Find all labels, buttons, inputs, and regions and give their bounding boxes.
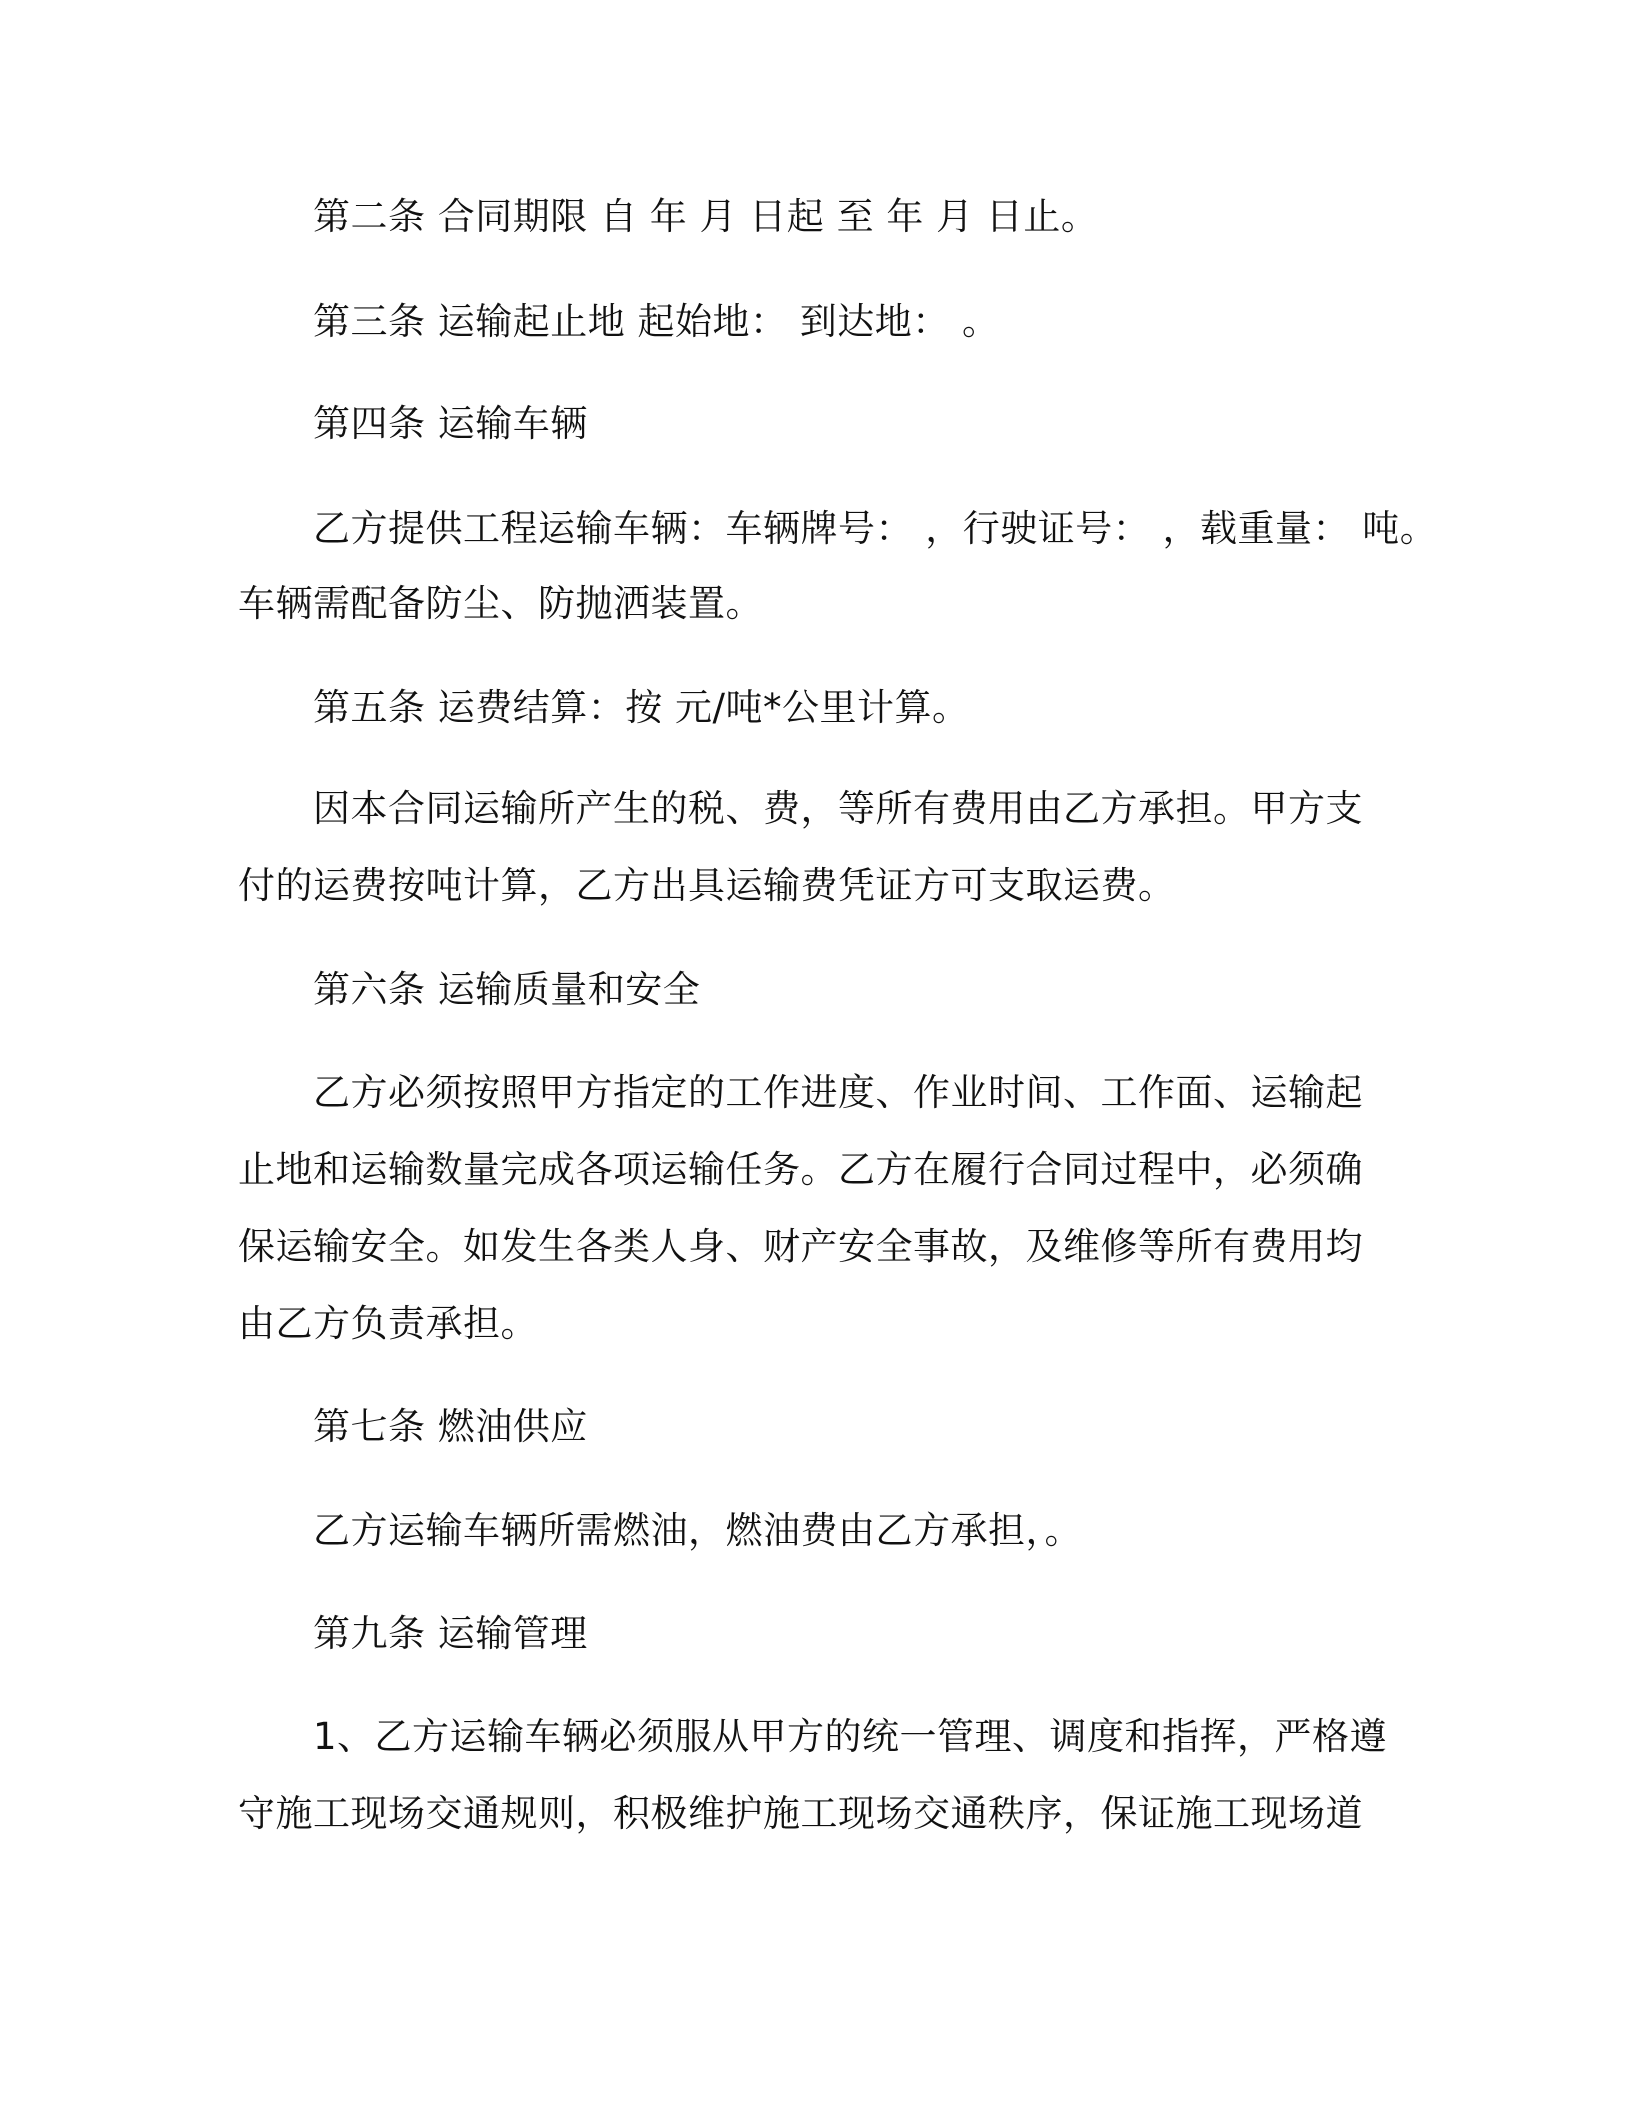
article-6-heading: 第六条 运输质量和安全: [313, 968, 701, 1011]
article-4-heading: 第四条 运输车辆: [313, 402, 588, 445]
article-5-body-line-1: 因本合同运输所产生的税、费，等所有费用由乙方承担。甲方支: [313, 787, 1363, 830]
article-2-term: 第二条 合同期限 自 年 月 日起 至 年 月 日止。: [313, 195, 1099, 238]
article-6-body-line-3: 保运输安全。如发生各类人身、财产安全事故，及维修等所有费用均: [238, 1225, 1363, 1268]
article-6-body-line-2: 止地和运输数量完成各项运输任务。乙方在履行合同过程中，必须确: [238, 1148, 1363, 1191]
article-9-heading: 第九条 运输管理: [313, 1612, 588, 1655]
article-5-body-line-2: 付的运费按吨计算，乙方出具运输费凭证方可支取运费。: [238, 864, 1176, 907]
article-6-body-line-1: 乙方必须按照甲方指定的工作进度、作业时间、工作面、运输起: [313, 1071, 1363, 1114]
article-4-body-line-1: 乙方提供工程运输车辆：车辆牌号： ，行驶证号： ，载重量： 吨。: [313, 507, 1438, 550]
article-5-fee: 第五条 运费结算：按 元/吨*公里计算。: [313, 686, 970, 729]
article-6-body-line-4: 由乙方负责承担。: [238, 1302, 538, 1345]
article-3-route: 第三条 运输起止地 起始地： 到达地： 。: [313, 300, 1000, 343]
article-7-heading: 第七条 燃油供应: [313, 1405, 588, 1448]
article-4-body-line-2: 车辆需配备防尘、防抛洒装置。: [238, 582, 763, 625]
article-7-body: 乙方运输车辆所需燃油，燃油费由乙方承担，。: [313, 1509, 1082, 1552]
article-9-item-1-line-2: 守施工现场交通规则，积极维护施工现场交通秩序，保证施工现场道: [238, 1792, 1363, 1835]
article-9-item-1-line-1: 1、乙方运输车辆必须服从甲方的统一管理、调度和指挥，严格遵: [313, 1715, 1388, 1758]
